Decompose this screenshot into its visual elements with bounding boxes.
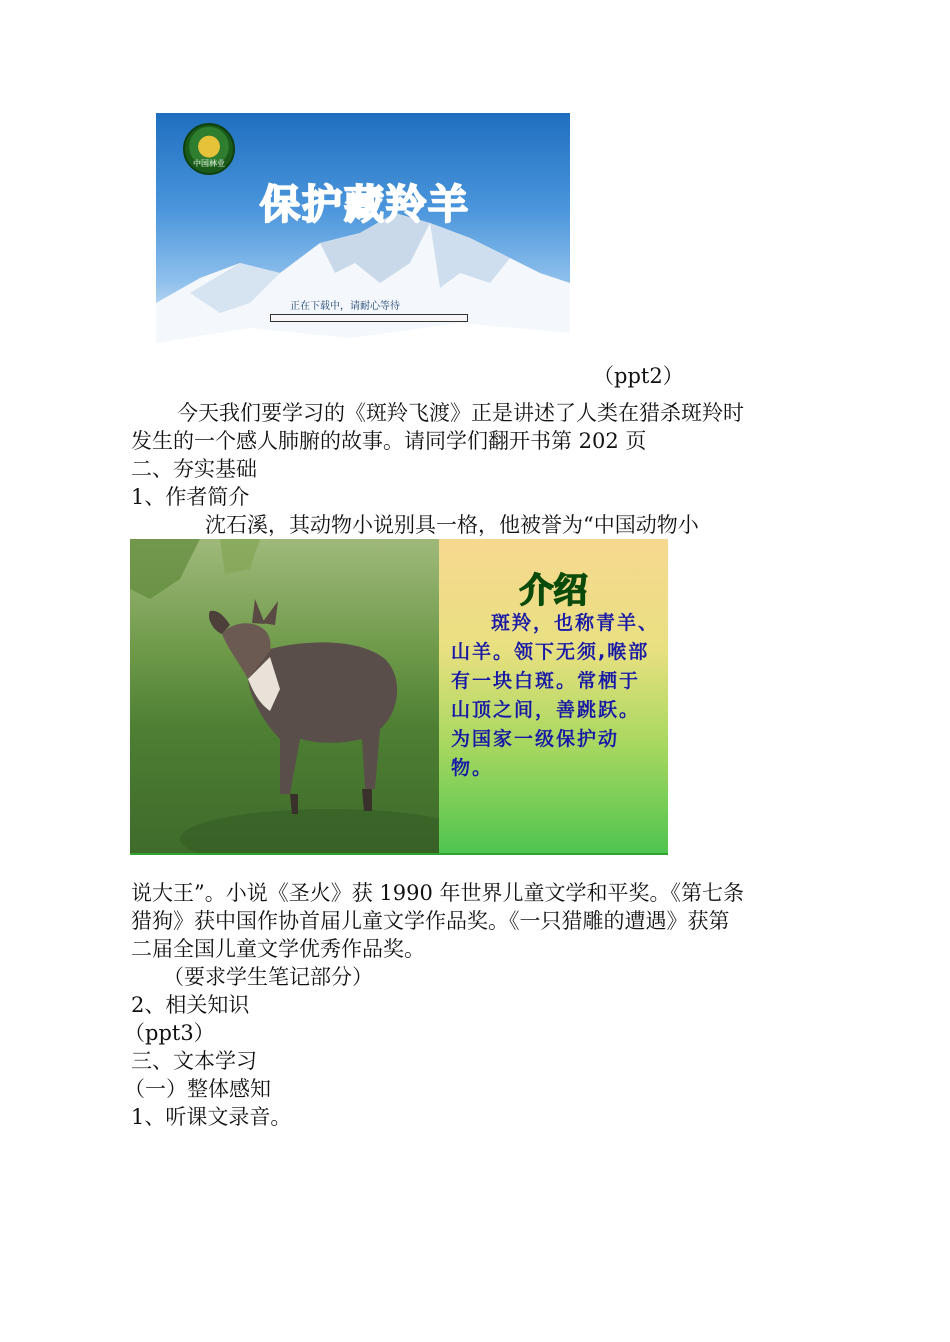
subsection-heading: （一）整体感知 bbox=[124, 1077, 271, 1101]
paragraph-line: 说大王”。小说《圣火》获 1990 年世界儿童文学和平奖。《第七条 bbox=[131, 881, 745, 905]
note-text: （要求学生笔记部分） bbox=[163, 965, 373, 989]
paragraph-line: 今天我们要学习的《斑羚飞渡》正是讲述了人类在猎杀斑羚时 bbox=[177, 401, 744, 425]
intro-panel bbox=[439, 539, 668, 853]
slide-image-goral-intro bbox=[130, 539, 668, 855]
caption-ppt2: （ppt2） bbox=[593, 364, 684, 388]
list-item: 1、听课文录音。 bbox=[131, 1105, 292, 1129]
intro-body: 斑羚，也称青羊、山羊。领下无须,喉部有一块白斑。常栖于山顶之间，善跳跃。为国家一级保护动物。 bbox=[451, 612, 660, 779]
subsection-heading: 1、作者简介 bbox=[131, 485, 250, 509]
section-heading: 三、文本学习 bbox=[131, 1049, 257, 1073]
paragraph-line: 猎狗》获中国作协首届儿童文学作品奖。《一只猎雕的遭遇》获第 bbox=[131, 909, 730, 933]
subsection-heading: 2、相关知识 bbox=[131, 993, 250, 1017]
forestry-seal-logo bbox=[183, 123, 235, 175]
caption-ppt3: （ppt3） bbox=[124, 1021, 215, 1045]
loading-progress-bar bbox=[270, 314, 468, 322]
slide-image-protect-antelope bbox=[130, 113, 570, 385]
seal-text: 中国林业 bbox=[193, 159, 225, 168]
slide-title: 保护藏羚羊 bbox=[260, 182, 470, 228]
paragraph-line: 二届全国儿童文学优秀作品奖。 bbox=[131, 937, 425, 961]
loading-text: 正在下载中，请耐心等待 bbox=[290, 301, 400, 312]
goral-illustration bbox=[130, 539, 439, 853]
goral-photo bbox=[130, 539, 439, 853]
paragraph-line: 发生的一个感人肺腑的故事。请同学们翻开书第 202 页 bbox=[131, 429, 647, 453]
paragraph-line: 沈石溪，其动物小说别具一格，他被誉为“中国动物小 bbox=[205, 513, 699, 537]
section-heading: 二、夯实基础 bbox=[131, 457, 257, 481]
intro-title: 介绍 bbox=[519, 571, 588, 611]
